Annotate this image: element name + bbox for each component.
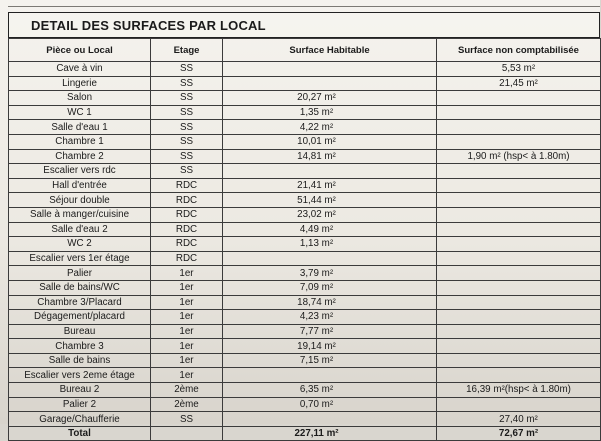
cell-etage: RDC [151,222,223,237]
cell-etage: RDC [151,207,223,222]
cell-local: Cave à vin [9,62,151,77]
cell-local: Bureau [9,324,151,339]
cell-surface-non-comptabilisee [437,237,601,252]
cell-local: Salle d'eau 1 [9,120,151,135]
cell-surface-habitable: 227,11 m² [223,426,437,441]
cell-surface-non-comptabilisee: 1,90 m² (hsp< à 1.80m) [437,149,601,164]
cell-local: WC 2 [9,237,151,252]
cell-local: Chambre 2 [9,149,151,164]
table-row [9,222,601,237]
cell-etage: 1er [151,295,223,310]
table-row [9,105,601,120]
cell-local: Garage/Chaufferie [9,412,151,427]
cell-etage: SS [151,76,223,91]
cell-surface-habitable [223,368,437,383]
cell-surface-habitable: 19,14 m² [223,339,437,354]
cell-etage: SS [151,149,223,164]
table-row [9,62,601,77]
cell-surface-habitable: 7,15 m² [223,353,437,368]
cell-etage: 2ème [151,397,223,412]
cell-local: Séjour double [9,193,151,208]
cell-surface-non-comptabilisee: 5,53 m² [437,62,601,77]
cell-local: Salle de bains [9,353,151,368]
col-header-local: Pièce ou Local [9,39,151,62]
table-row [9,193,601,208]
cell-etage: 1er [151,368,223,383]
cell-surface-habitable: 3,79 m² [223,266,437,281]
cell-surface-non-comptabilisee: 16,39 m²(hsp< à 1.80m) [437,383,601,398]
table-row [9,149,601,164]
table-row [9,178,601,193]
cell-surface-non-comptabilisee [437,134,601,149]
cell-etage: SS [151,62,223,77]
cell-surface-non-comptabilisee [437,280,601,295]
cell-local: WC 1 [9,105,151,120]
cell-surface-non-comptabilisee [437,251,601,266]
cell-local: Chambre 3 [9,339,151,354]
table-row [9,237,601,252]
cell-surface-habitable: 6,35 m² [223,383,437,398]
cell-surface-non-comptabilisee [437,105,601,120]
cell-surface-non-comptabilisee [437,178,601,193]
col-header-habitable: Surface Habitable [223,39,437,62]
cell-etage: 1er [151,280,223,295]
title-box [8,12,600,38]
cell-surface-non-comptabilisee [437,222,601,237]
cell-surface-habitable: 7,77 m² [223,324,437,339]
table-row [9,266,601,281]
table-row [9,353,601,368]
cell-surface-non-comptabilisee [437,368,601,383]
cell-local: Lingerie [9,76,151,91]
table-body [9,62,601,441]
cell-surface-non-comptabilisee [437,353,601,368]
table-row [9,383,601,398]
cell-surface-habitable: 1,13 m² [223,237,437,252]
cell-etage: SS [151,120,223,135]
header-row [9,39,601,62]
cell-local: Palier 2 [9,397,151,412]
cell-surface-non-comptabilisee [437,339,601,354]
table-row [9,164,601,179]
document-title: DETAIL DES SURFACES PAR LOCAL [31,18,266,33]
cell-surface-habitable [223,76,437,91]
cell-surface-habitable: 4,23 m² [223,310,437,325]
cell-local: Salle d'eau 2 [9,222,151,237]
cell-etage: SS [151,105,223,120]
cell-etage: SS [151,91,223,106]
cell-surface-non-comptabilisee: 27,40 m² [437,412,601,427]
cell-surface-habitable [223,251,437,266]
cell-etage [151,426,223,441]
cell-etage: 1er [151,310,223,325]
table-row [9,397,601,412]
cell-surface-habitable [223,62,437,77]
cell-local: Salle à manger/cuisine [9,207,151,222]
cell-surface-non-comptabilisee [437,91,601,106]
cell-surface-habitable: 21,41 m² [223,178,437,193]
cell-local: Escalier vers 1er étage [9,251,151,266]
cell-etage: RDC [151,251,223,266]
cell-local: Salon [9,91,151,106]
surfaces-table-wrapper [8,38,600,440]
table-row [9,339,601,354]
cell-local: Escalier vers 2eme étage [9,368,151,383]
cell-etage: 2ème [151,383,223,398]
cell-surface-non-comptabilisee [437,193,601,208]
cell-surface-non-comptabilisee [437,295,601,310]
cell-local: Bureau 2 [9,383,151,398]
col-header-non-comptabilisee: Surface non comptabilisée [437,39,601,62]
table-row [9,91,601,106]
cell-local: Palier [9,266,151,281]
cell-local: Chambre 3/Placard [9,295,151,310]
cell-etage: RDC [151,178,223,193]
cell-surface-habitable: 51,44 m² [223,193,437,208]
cell-surface-habitable [223,164,437,179]
cell-surface-habitable [223,412,437,427]
table-row [9,120,601,135]
cell-surface-non-comptabilisee [437,120,601,135]
cell-surface-habitable: 4,22 m² [223,120,437,135]
cell-surface-non-comptabilisee: 21,45 m² [437,76,601,91]
cell-local: Total [9,426,151,441]
cell-etage: RDC [151,237,223,252]
cell-surface-habitable: 20,27 m² [223,91,437,106]
cell-surface-habitable: 10,01 m² [223,134,437,149]
total-row [9,426,601,441]
cell-etage: RDC [151,193,223,208]
cell-etage: 1er [151,353,223,368]
table-row [9,207,601,222]
table-row [9,310,601,325]
cell-surface-non-comptabilisee [437,324,601,339]
cell-etage: SS [151,134,223,149]
table-row [9,412,601,427]
cell-surface-non-comptabilisee [437,266,601,281]
table-row [9,324,601,339]
cell-local: Escalier vers rdc [9,164,151,179]
cell-surface-non-comptabilisee: 72,67 m² [437,426,601,441]
cell-etage: 1er [151,324,223,339]
table-row [9,368,601,383]
table-row [9,295,601,310]
table-row [9,134,601,149]
surfaces-table [8,38,601,441]
cell-surface-habitable: 14,81 m² [223,149,437,164]
cell-surface-habitable: 1,35 m² [223,105,437,120]
cell-surface-habitable: 7,09 m² [223,280,437,295]
cell-surface-habitable: 4,49 m² [223,222,437,237]
cell-local: Dégagement/placard [9,310,151,325]
cell-etage: 1er [151,266,223,281]
table-row [9,251,601,266]
cell-surface-non-comptabilisee [437,207,601,222]
cell-etage: 1er [151,339,223,354]
cell-etage: SS [151,412,223,427]
cell-surface-habitable: 18,74 m² [223,295,437,310]
top-rule [8,6,600,7]
cell-local: Hall d'entrée [9,178,151,193]
cell-local: Salle de bains/WC [9,280,151,295]
col-header-etage: Etage [151,39,223,62]
cell-surface-non-comptabilisee [437,310,601,325]
cell-surface-non-comptabilisee [437,397,601,412]
cell-surface-habitable: 23,02 m² [223,207,437,222]
cell-etage: SS [151,164,223,179]
table-row [9,76,601,91]
cell-local: Chambre 1 [9,134,151,149]
cell-surface-non-comptabilisee [437,164,601,179]
table-row [9,280,601,295]
cell-surface-habitable: 0,70 m² [223,397,437,412]
